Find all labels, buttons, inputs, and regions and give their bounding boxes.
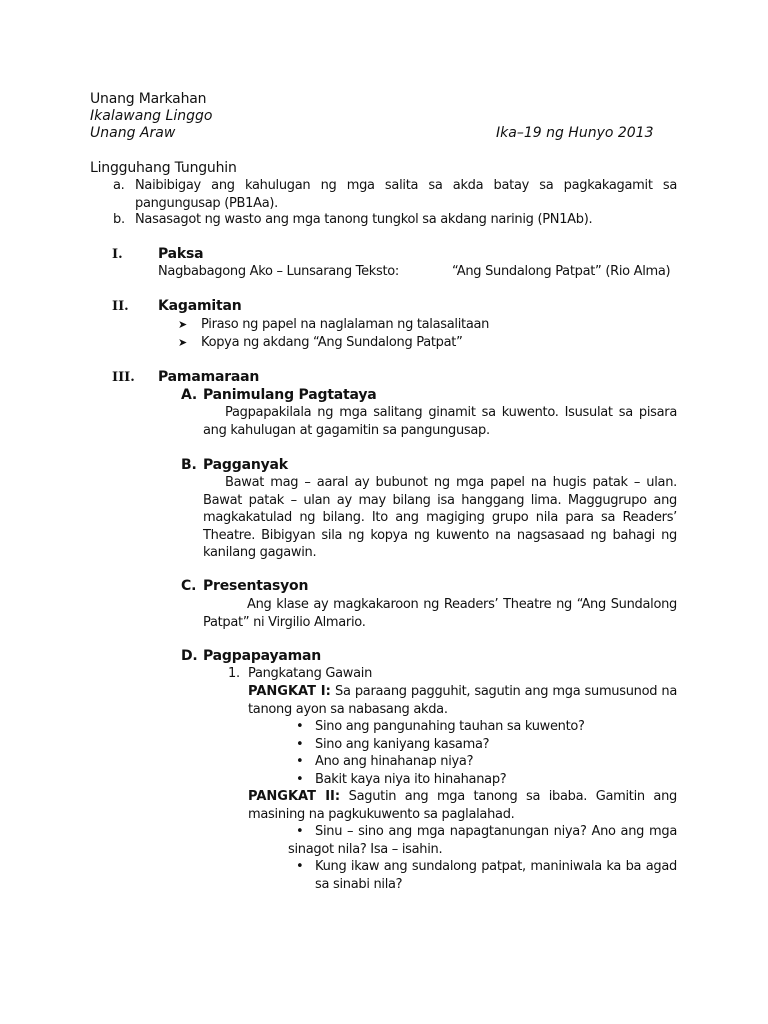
day-label: Unang Araw: [90, 125, 176, 141]
group2-label: PANGKAT II:: [248, 789, 341, 804]
section-numeral: III.: [112, 370, 135, 385]
step-title: Panimulang Pagtataya: [203, 387, 377, 403]
step-marker: B.: [181, 457, 197, 473]
step-text: Ang klase ay magkakaroon ng Readers’ Theatre ng “Ang Sundalong Patpat” ni Virgilio Almario.: [203, 597, 677, 630]
objective-marker: a.: [113, 178, 125, 193]
paksa-label: Nagbabagong Ako – Lunsarang Teksto:: [158, 264, 400, 279]
question-item: Sino ang kaniyang kasama?: [315, 737, 490, 752]
step-marker: C.: [181, 578, 197, 594]
section-title-kagamitan: Kagamitan: [158, 298, 242, 314]
step-title: Pagpapayaman: [203, 648, 322, 664]
group2-instructions: [248, 788, 677, 823]
paksa-value: “Ang Sundalong Patpat” (Rio Alma): [452, 264, 671, 279]
arrow-bullet-icon: ➤: [178, 336, 188, 349]
bullet-icon: •: [296, 719, 304, 734]
question-item: Kung ikaw ang sundalong patpat, maniniwala ka ba agad sa sinabi nila?: [315, 859, 677, 892]
objective-marker: b.: [113, 212, 125, 227]
bullet-icon: •: [296, 859, 304, 874]
week-label: Ikalawang Linggo: [90, 108, 213, 124]
group1-label: PANGKAT I:: [248, 684, 331, 699]
question-item: Sino ang pangunahing tauhan sa kuwento?: [315, 719, 585, 734]
question-item: Sinu – sino ang mga napagtanungan niya? Ano ang mga sinagot nila? Isa – isahin.: [288, 824, 677, 857]
sub-title: Pangkatang Gawain: [248, 666, 373, 681]
objective-item: Naibibigay ang kahulugan ng mga salita sa akda batay sa pagkakagamit sa pangungusap (PB1Aa).: [135, 178, 677, 211]
step-marker: A.: [181, 387, 198, 403]
step-text: Pagpapakilala ng mga salitang ginamit sa kuwento. Isusulat sa pisara ang kahulugan at gagamitin sa pangungusap.: [203, 405, 677, 438]
section-numeral: I.: [112, 247, 123, 262]
material-item: Piraso ng papel na naglalaman ng talasalitaan: [201, 317, 490, 332]
section-title-paksa: Paksa: [158, 246, 204, 262]
group1-text: Sa paraang pagguhit, sagutin ang mga sumusunod na tanong ayon sa nabasang akda.: [248, 684, 677, 717]
step-text: Bawat mag – aaral ay bubunot ng mga papel na hugis patak – ulan. Bawat patak – ulan ay may bilang isa hanggang lima. Maggugrupo ang magkakatulad ng bilang. Ito ang magiging grupo nila para sa Readers’ Theatre. Bibigyan sila ng kopya ng kuwento na nagsasaad ng bahagi ng kanilang gagawin.: [203, 475, 677, 560]
date-label: Ika–19 ng Hunyo 2013: [496, 125, 654, 141]
bullet-icon: •: [296, 824, 304, 839]
sub-marker: 1.: [228, 666, 240, 681]
bullet-icon: •: [296, 737, 304, 752]
group1-instructions: [248, 683, 677, 718]
section-title-pamamaraan: Pamamaraan: [158, 369, 260, 385]
objective-item: Nasasagot ng wasto ang mga tanong tungkol sa akdang narinig (PN1Ab).: [135, 212, 593, 227]
bullet-icon: •: [296, 772, 304, 787]
question-item: Ano ang hinahanap niya?: [315, 754, 474, 769]
question-item: Bakit kaya niya ito hinahanap?: [315, 772, 507, 787]
step-title: Pagganyak: [203, 457, 288, 473]
step-marker: D.: [181, 648, 198, 664]
section-numeral: II.: [112, 299, 129, 314]
material-item: Kopya ng akdang “Ang Sundalong Patpat”: [201, 335, 463, 350]
quarter-label: Unang Markahan: [90, 91, 207, 107]
group2-text: Sagutin ang mga tanong sa ibaba. Gamitin ang masining na pagkukuwento sa paglalahad.: [248, 789, 677, 822]
step-title: Presentasyon: [203, 578, 309, 594]
bullet-icon: •: [296, 754, 304, 769]
arrow-bullet-icon: ➤: [178, 318, 188, 331]
objectives-title: Lingguhang Tunguhin: [90, 160, 237, 176]
